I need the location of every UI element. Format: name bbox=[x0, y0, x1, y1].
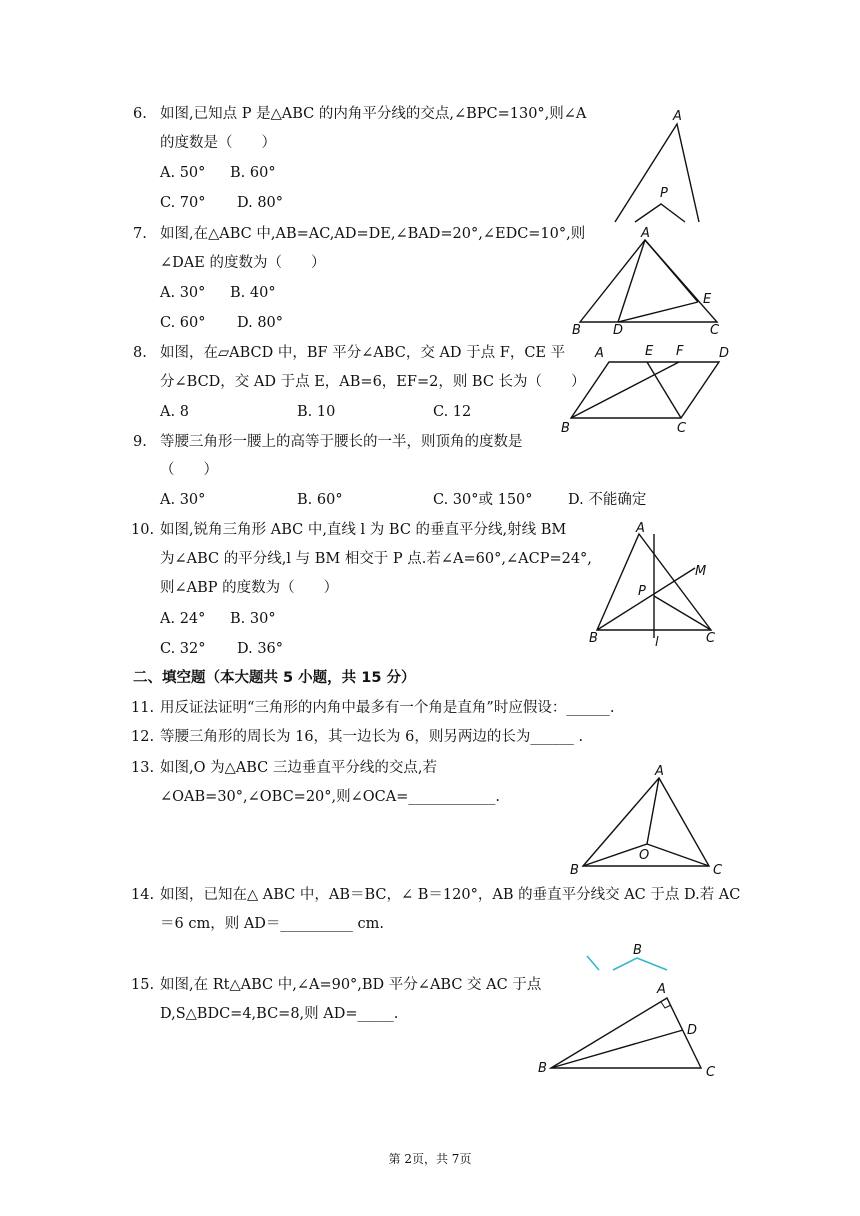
q6-label-a: A bbox=[673, 109, 682, 124]
q8-label-b: B bbox=[561, 421, 570, 436]
q6-label-p: P bbox=[660, 186, 668, 201]
q10-number: 10. bbox=[131, 522, 155, 538]
q13-label-o: O bbox=[639, 848, 650, 863]
q8-figure bbox=[557, 340, 737, 436]
q9-line2: （ ） bbox=[160, 462, 218, 478]
q10-option-d: D. 36° bbox=[237, 641, 284, 657]
q8-label-a: A bbox=[595, 346, 604, 361]
q10-label-c: C bbox=[706, 631, 716, 646]
q11-number: 11. bbox=[131, 700, 155, 716]
q13-label-b: B bbox=[570, 863, 579, 878]
q8-option-b: B. 10 bbox=[297, 404, 336, 420]
q7-option-d: D. 80° bbox=[237, 315, 284, 331]
q15-line1: 如图,在 Rt△ABC 中,∠A=90°,BD 平分∠ABC 交 AC 于点 bbox=[160, 977, 542, 993]
q9-line1: 等腰三角形一腰上的高等于腰长的一半，则顶角的度数是 bbox=[160, 434, 523, 450]
q7-figure bbox=[565, 226, 735, 338]
q6-option-a: A. 50° bbox=[160, 165, 206, 181]
q7-label-a: A bbox=[641, 226, 650, 241]
q9-option-c: C. 30°或 150° bbox=[433, 492, 533, 508]
q8-label-e: E bbox=[645, 344, 654, 359]
q9-number: 9. bbox=[133, 434, 147, 450]
q8-number: 8. bbox=[133, 345, 147, 361]
q15-figure bbox=[535, 980, 735, 1082]
q14-line1: 如图，已知在△ ABC 中，AB＝BC，∠ B＝120°，AB 的垂直平分线交 AC 于点 D.若 AC bbox=[160, 887, 741, 903]
q7-label-d: D bbox=[613, 323, 624, 338]
q8-option-a: A. 8 bbox=[160, 404, 189, 420]
section-2-title: 二、填空题（本大题共 5 小题，共 15 分） bbox=[133, 670, 416, 686]
page-footer: 第 2页，共 7页 bbox=[388, 1152, 472, 1166]
q10-line2: 为∠ABC 的平分线,l 与 BM 相交于 P 点.若∠A=60°,∠ACP=24°, bbox=[160, 551, 592, 567]
q14-number: 14. bbox=[131, 887, 155, 903]
q10-label-a: A bbox=[636, 521, 645, 536]
q13-number: 13. bbox=[131, 760, 155, 776]
q7-label-c: C bbox=[710, 323, 720, 338]
q10-label-p: P bbox=[638, 584, 646, 599]
q6-option-c: C. 70° bbox=[160, 195, 206, 211]
q10-label-l: l bbox=[655, 635, 659, 650]
q6-option-d: D. 80° bbox=[237, 195, 284, 211]
q14-figure bbox=[585, 938, 685, 974]
q8-label-f: F bbox=[676, 344, 684, 359]
q9-option-a: A. 30° bbox=[160, 492, 206, 508]
q8-line1: 如图，在▱ABCD 中，BF 平分∠ABC，交 AD 于点 F，CE 平 bbox=[160, 345, 566, 361]
q6-number: 6. bbox=[133, 106, 147, 122]
q9-option-b: B. 60° bbox=[297, 492, 343, 508]
q8-option-c: C. 12 bbox=[433, 404, 472, 420]
q10-line1: 如图,锐角三角形 ABC 中,直线 l 为 BC 的垂直平分线,射线 BM bbox=[160, 522, 567, 538]
q15-line2: D,S△BDC=4,BC=8,则 AD=_____. bbox=[160, 1006, 399, 1022]
q10-label-b: B bbox=[589, 631, 598, 646]
q7-line1: 如图,在△ABC 中,AB=AC,AD=DE,∠BAD=20°,∠EDC=10°,则 bbox=[160, 226, 586, 242]
q13-line2: ∠OAB=30°,∠OBC=20°,则∠OCA=____________. bbox=[160, 789, 500, 805]
q10-label-m: M bbox=[695, 564, 707, 579]
q15-label-c: C bbox=[706, 1065, 716, 1080]
q10-option-a: A. 24° bbox=[160, 611, 206, 627]
q13-line1: 如图,O 为△ABC 三边垂直平分线的交点,若 bbox=[160, 760, 437, 776]
q7-line2: ∠DAE 的度数为（ ） bbox=[160, 255, 326, 271]
q12-number: 12. bbox=[131, 729, 155, 745]
q7-label-e: E bbox=[703, 292, 712, 307]
q11-line1: 用反证法证明“三角形的内角中最多有一个角是直角”时应假设：______. bbox=[160, 700, 615, 716]
q6-option-b: B. 60° bbox=[230, 165, 276, 181]
q10-option-c: C. 32° bbox=[160, 641, 206, 657]
q13-label-a: A bbox=[655, 764, 664, 779]
q14-line2: ＝6 cm，则 AD＝__________ cm. bbox=[160, 916, 384, 932]
q13-figure bbox=[565, 762, 735, 880]
q10-figure bbox=[585, 520, 725, 650]
q8-label-c: C bbox=[677, 421, 687, 436]
q12-line1: 等腰三角形的周长为 16，其一边长为 6，则另两边的长为______ . bbox=[160, 729, 584, 745]
q9-option-d: D. 不能确定 bbox=[568, 492, 647, 508]
q8-label-d: D bbox=[719, 346, 730, 361]
q6-figure bbox=[605, 106, 715, 224]
q13-label-c: C bbox=[713, 863, 723, 878]
q10-line3: 则∠ABP 的度数为（ ） bbox=[160, 580, 339, 596]
q7-option-a: A. 30° bbox=[160, 285, 206, 301]
q8-line2: 分∠BCD，交 AD 于点 E，AB=6，EF=2，则 BC 长为（ ） bbox=[160, 374, 586, 390]
q7-option-b: B. 40° bbox=[230, 285, 276, 301]
q15-label-a: A bbox=[657, 982, 666, 997]
q15-number: 15. bbox=[131, 977, 155, 993]
q6-line2: 的度数是（ ） bbox=[160, 135, 276, 151]
q15-label-b: B bbox=[538, 1061, 547, 1076]
q7-number: 7. bbox=[133, 226, 147, 242]
q14-label-b: B bbox=[633, 943, 642, 958]
q7-option-c: C. 60° bbox=[160, 315, 206, 331]
q6-line1: 如图,已知点 P 是△ABC 的内角平分线的交点,∠BPC=130°,则∠A bbox=[160, 106, 587, 122]
q15-label-d: D bbox=[687, 1023, 698, 1038]
q7-label-b: B bbox=[572, 323, 581, 338]
q10-option-b: B. 30° bbox=[230, 611, 276, 627]
